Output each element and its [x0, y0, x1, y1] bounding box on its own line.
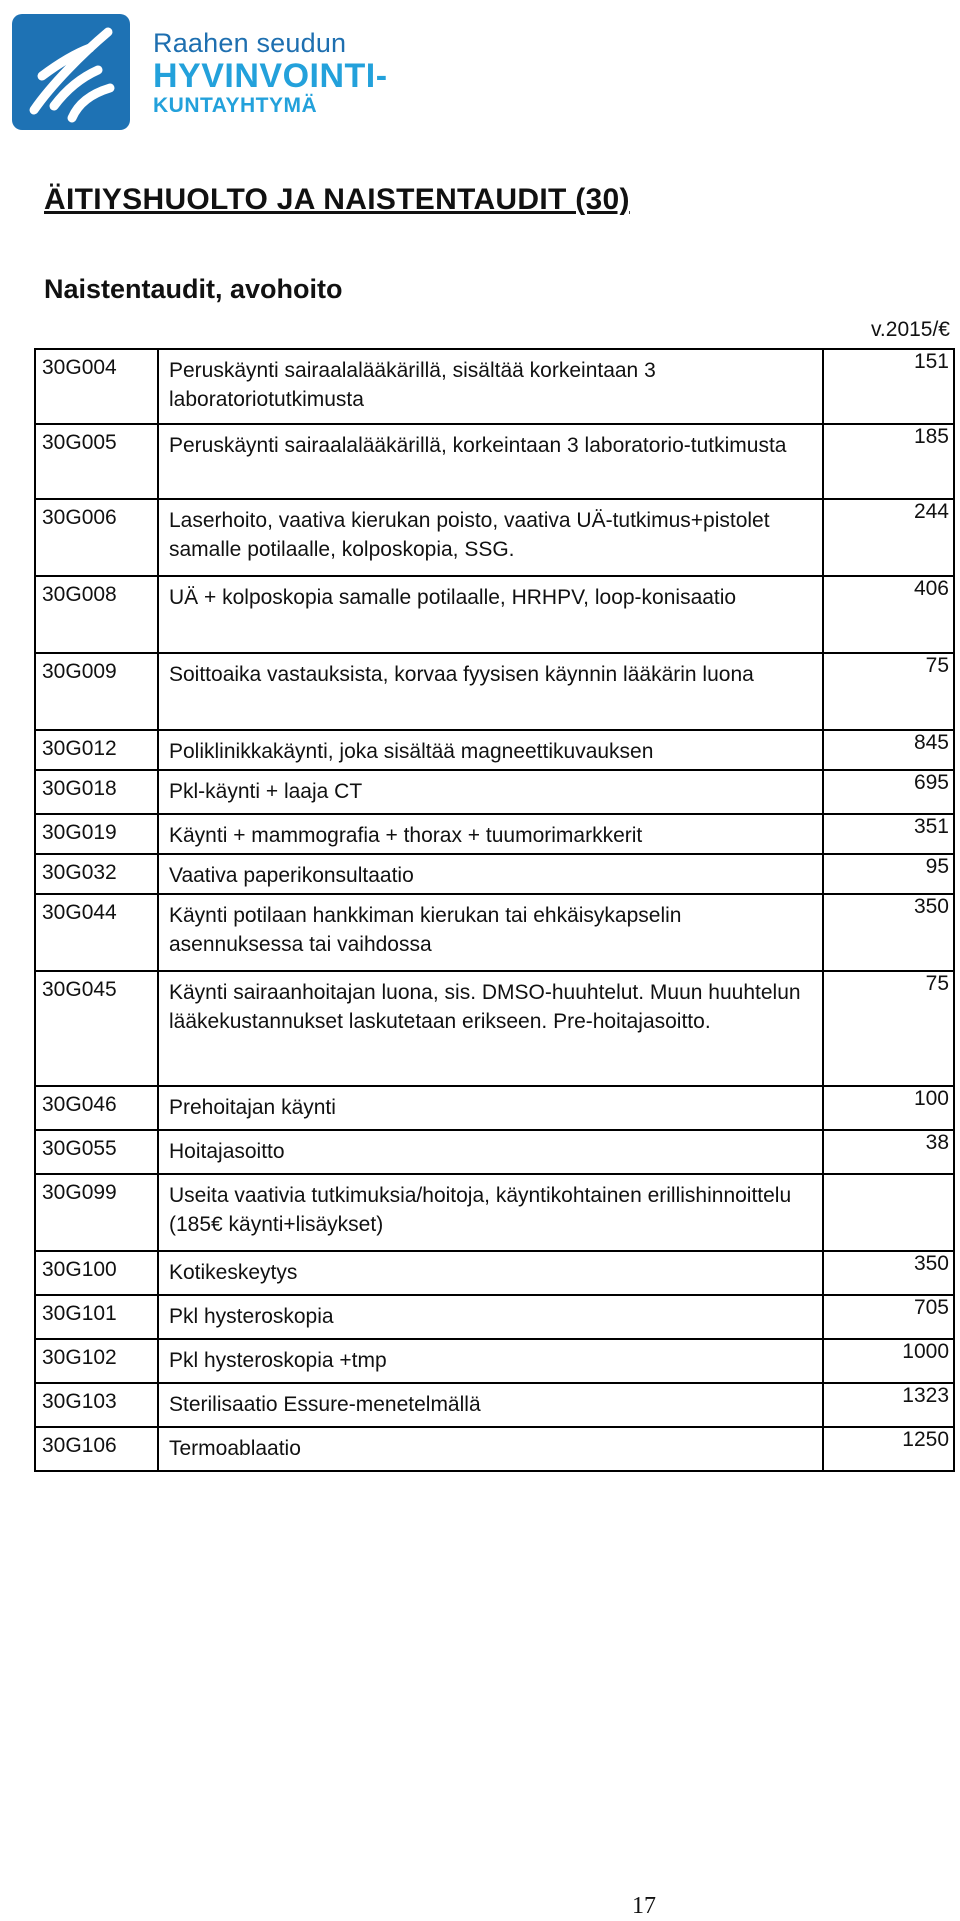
code-cell: 30G004 [35, 349, 158, 424]
description-cell: Pkl hysteroskopia [158, 1295, 823, 1339]
description-cell: Pkl hysteroskopia +tmp [158, 1339, 823, 1383]
description-cell: Useita vaativia tutkimuksia/hoitoja, käyntikohtainen erillishinnoittelu (185€ käynti+lisäykset) [158, 1174, 823, 1251]
table-row [35, 730, 954, 770]
description-cell: Käynti sairaanhoitajan luona, sis. DMSO-huuhtelut. Muun huuhtelun lääkekustannukset laskutetaan erikseen. Pre-hoitajasoitto. [158, 971, 823, 1086]
table-row [35, 1174, 954, 1251]
code-cell: 30G018 [35, 770, 158, 814]
description-cell: Pkl-käynti + laaja CT [158, 770, 823, 814]
price-cell: 244 [823, 499, 954, 576]
code-cell: 30G009 [35, 653, 158, 730]
code-cell: 30G102 [35, 1339, 158, 1383]
price-cell: 1323 [823, 1383, 954, 1427]
table-row [35, 1086, 954, 1130]
table-row [35, 971, 954, 1086]
price-cell: 406 [823, 576, 954, 653]
price-cell: 350 [823, 1251, 954, 1295]
code-cell: 30G099 [35, 1174, 158, 1251]
table-row [35, 499, 954, 576]
code-cell: 30G106 [35, 1427, 158, 1471]
org-name-line3: KUNTAYHTYMÄ [153, 94, 318, 117]
code-cell: 30G044 [35, 894, 158, 971]
code-cell: 30G101 [35, 1295, 158, 1339]
code-cell: 30G032 [35, 854, 158, 894]
org-name-line2: HYVINVOINTI- [153, 57, 388, 95]
code-cell: 30G055 [35, 1130, 158, 1174]
code-cell: 30G019 [35, 814, 158, 854]
price-cell: 845 [823, 730, 954, 770]
page-number: 17 [632, 1893, 656, 1919]
code-cell: 30G045 [35, 971, 158, 1086]
organization-name [153, 28, 388, 118]
code-cell: 30G103 [35, 1383, 158, 1427]
table-row [35, 894, 954, 971]
page-title: ÄITIYSHUOLTO JA NAISTENTAUDIT (30) [44, 183, 630, 216]
description-cell: Prehoitajan käynti [158, 1086, 823, 1130]
organization-logo [12, 14, 130, 130]
price-cell: 100 [823, 1086, 954, 1130]
price-cell: 75 [823, 653, 954, 730]
price-cell: 38 [823, 1130, 954, 1174]
price-cell: 151 [823, 349, 954, 424]
description-cell: Laserhoito, vaativa kierukan poisto, vaativa UÄ-tutkimus+pistolet samalle potilaalle, kolposkopia, SSG. [158, 499, 823, 576]
table-row [35, 1339, 954, 1383]
description-cell: UÄ + kolposkopia samalle potilaalle, HRHPV, loop-konisaatio [158, 576, 823, 653]
table-row [35, 653, 954, 730]
description-cell: Vaativa paperikonsultaatio [158, 854, 823, 894]
price-cell: 695 [823, 770, 954, 814]
code-cell: 30G006 [35, 499, 158, 576]
description-cell: Käynti potilaan hankkiman kierukan tai ehkäisykapselin asennuksessa tai vaihdossa [158, 894, 823, 971]
price-cell: 705 [823, 1295, 954, 1339]
description-cell: Soittoaika vastauksista, korvaa fyysisen käynnin lääkärin luona [158, 653, 823, 730]
table-row [35, 1295, 954, 1339]
description-cell: Termoablaatio [158, 1427, 823, 1471]
description-cell: Sterilisaatio Essure-menetelmällä [158, 1383, 823, 1427]
table-row [35, 1130, 954, 1174]
price-cell: 1250 [823, 1427, 954, 1471]
table-row [35, 1427, 954, 1471]
price-table [34, 348, 955, 1472]
table-row [35, 1383, 954, 1427]
table-row [35, 349, 954, 424]
description-cell: Hoitajasoitto [158, 1130, 823, 1174]
price-cell: 351 [823, 814, 954, 854]
code-cell: 30G005 [35, 424, 158, 499]
table-row [35, 854, 954, 894]
table-row [35, 770, 954, 814]
description-cell: Käynti + mammografia + thorax + tuumorimarkkerit [158, 814, 823, 854]
table-row [35, 576, 954, 653]
code-cell: 30G046 [35, 1086, 158, 1130]
price-cell [823, 1174, 954, 1251]
table-row [35, 424, 954, 499]
price-cell: 1000 [823, 1339, 954, 1383]
price-cell: 75 [823, 971, 954, 1086]
org-name-line1: Raahen seudun [153, 28, 347, 58]
knot-icon [12, 14, 130, 130]
description-cell: Peruskäynti sairaalalääkärillä, korkeintaan 3 laboratorio-tutkimusta [158, 424, 823, 499]
price-year-label: v.2015/€ [870, 318, 950, 341]
price-cell: 95 [823, 854, 954, 894]
table-row [35, 814, 954, 854]
description-cell: Kotikeskeytys [158, 1251, 823, 1295]
price-cell: 185 [823, 424, 954, 499]
code-cell: 30G008 [35, 576, 158, 653]
table-row [35, 1251, 954, 1295]
code-cell: 30G100 [35, 1251, 158, 1295]
code-cell: 30G012 [35, 730, 158, 770]
description-cell: Poliklinikkakäynti, joka sisältää magneettikuvauksen [158, 730, 823, 770]
price-cell: 350 [823, 894, 954, 971]
description-cell: Peruskäynti sairaalalääkärillä, sisältää korkeintaan 3 laboratoriotutkimusta [158, 349, 823, 424]
section-subtitle: Naistentaudit, avohoito [44, 274, 343, 304]
